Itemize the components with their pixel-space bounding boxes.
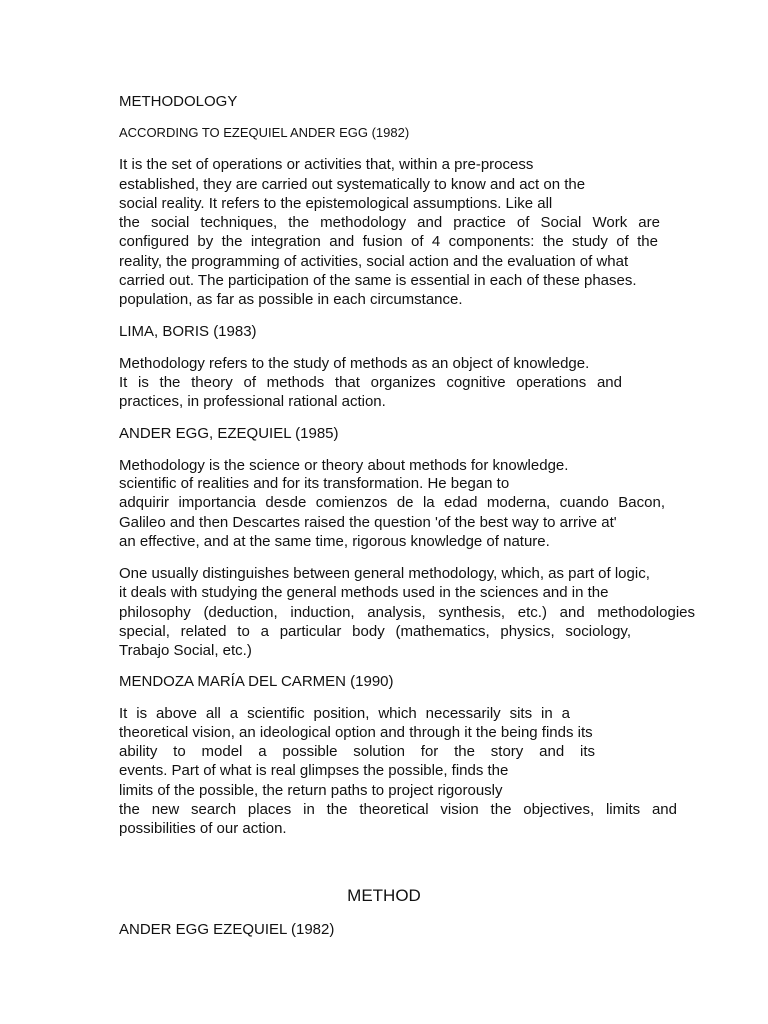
paragraph-line: scientific of realities and for its transformation. He began to (119, 475, 510, 492)
paragraph-line: It is the theory of methods that organizes cognitive operations and (119, 374, 622, 391)
paragraph-line: theoretical vision, an ideological option and through it the being finds its (119, 724, 593, 741)
paragraph-line: philosophy (deduction, induction, analysis, synthesis, etc.) and methodologies (119, 604, 695, 621)
method-section-title: METHOD (347, 886, 421, 905)
paragraph-line: population, as far as possible in each circumstance. (119, 291, 463, 308)
paragraph-line: adquirir importancia desde comienzos de la edad moderna, cuando Bacon, (119, 494, 665, 511)
paragraph-line: events. Part of what is real glimpses the possible, finds the (119, 762, 509, 779)
paragraph-line: reality, the programming of activities, social action and the evaluation of what (119, 253, 629, 270)
paragraph-line: carried out. The participation of the same is essential in each of these phases. (119, 272, 637, 289)
paragraph-line: configured by the integration and fusion of 4 components: the study of the (119, 233, 658, 250)
document-title: METHODOLOGY (119, 93, 238, 110)
paragraph-line: the new search places in the theoretical vision the objectives, limits and (119, 801, 677, 818)
paragraph-line: It is above all a scientific position, which necessarily sits in a (119, 705, 570, 722)
section-heading: LIMA, BORIS (1983) (119, 323, 257, 340)
paragraph-line: Methodology is the science or theory about methods for knowledge. (119, 457, 569, 474)
paragraph-line: an effective, and at the same time, rigorous knowledge of nature. (119, 533, 550, 550)
paragraph-line: Methodology refers to the study of methods as an object of knowledge. (119, 355, 590, 372)
paragraph-line: social reality. It refers to the epistemological assumptions. Like all (119, 195, 553, 212)
section-heading: ANDER EGG, EZEQUIEL (1985) (119, 425, 339, 442)
paragraph-line: possibilities of our action. (119, 820, 287, 837)
paragraph-line: One usually distinguishes between general methodology, which, as part of logic, (119, 565, 650, 582)
paragraph-line: Galileo and then Descartes raised the question 'of the best way to arrive at' (119, 514, 617, 531)
section-heading: ANDER EGG EZEQUIEL (1982) (119, 921, 335, 938)
paragraph-line: special, related to a particular body (mathematics, physics, sociology, (119, 623, 631, 640)
paragraph-line: the social techniques, the methodology and practice of Social Work are (119, 214, 660, 231)
paragraph-line: limits of the possible, the return paths to project rigorously (119, 782, 503, 799)
paragraph-line: ability to model a possible solution for the story and its (119, 743, 595, 760)
paragraph-line: It is the set of operations or activities that, within a pre-process (119, 156, 534, 173)
paragraph-line: Trabajo Social, etc.) (119, 642, 252, 659)
paragraph-line: practices, in professional rational action. (119, 393, 386, 410)
document-subtitle: ACCORDING TO EZEQUIEL ANDER EGG (1982) (119, 125, 410, 140)
paragraph-line: established, they are carried out systematically to know and act on the (119, 176, 586, 193)
section-heading: MENDOZA MARÍA DEL CARMEN (1990) (119, 673, 394, 690)
paragraph-line: it deals with studying the general methods used in the sciences and in the (119, 584, 609, 601)
